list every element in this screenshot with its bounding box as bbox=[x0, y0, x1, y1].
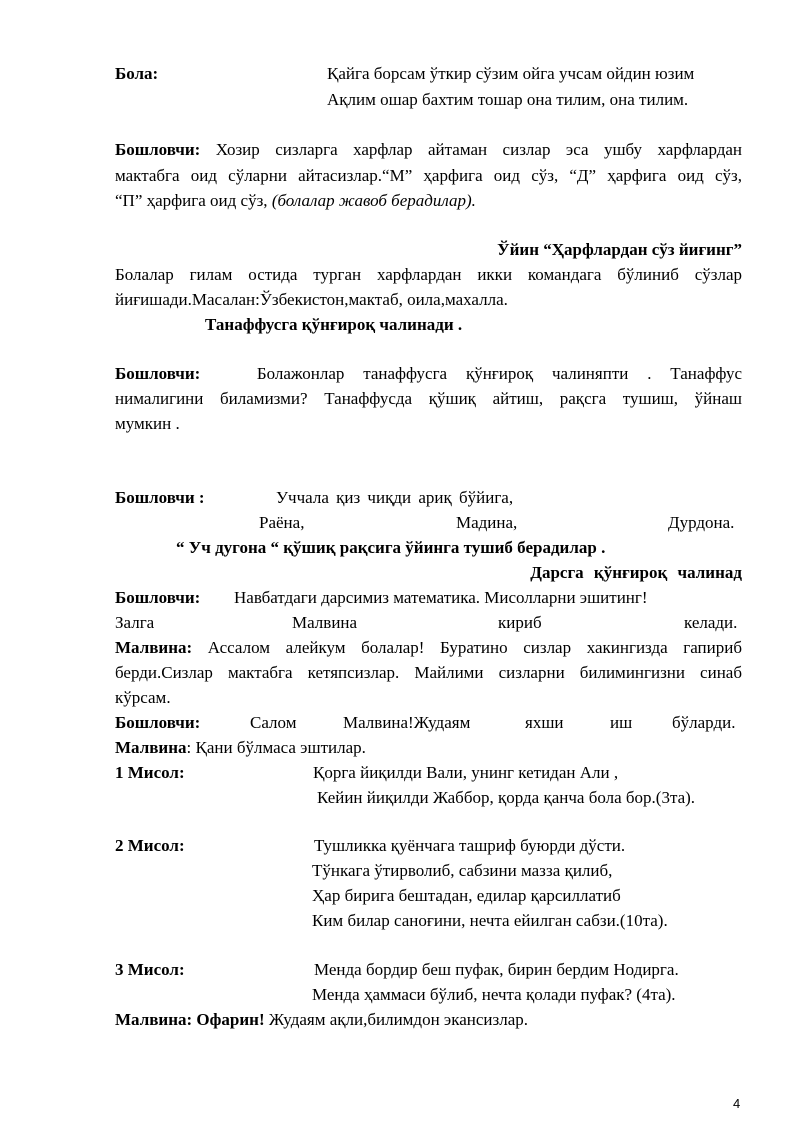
paragraph-word: яхши bbox=[525, 713, 564, 732]
paragraph-word: Малвина bbox=[292, 613, 358, 632]
example-label: 3 Мисол: bbox=[115, 960, 185, 979]
paragraph-line: йиғишади.Масалан:Ўзбекистон,мактаб, оила,махалла. bbox=[115, 290, 508, 309]
stage-direction: Танаффусга қўнғироқ чалинади . bbox=[205, 315, 463, 334]
example-line: Менда бордир беш пуфак, бирин бердим Нодирга. bbox=[314, 960, 679, 979]
paragraph-text: Хозир сизларга харфлар айтаман сизлар эса ушбу харфлардан bbox=[215, 140, 743, 159]
paragraph-line bbox=[115, 736, 742, 760]
paragraph-word: бўларди. bbox=[672, 713, 736, 732]
example-label: 1 Мисол: bbox=[115, 763, 185, 782]
speaker-label: Бола: bbox=[115, 64, 159, 83]
section-heading: Ўйин “Ҳарфлардан сўз йиғинг” bbox=[497, 240, 742, 259]
stage-direction: (болалар жавоб берадилар). bbox=[271, 191, 476, 210]
paragraph-word: келади. bbox=[684, 613, 738, 632]
paragraph-line bbox=[115, 189, 742, 213]
paragraph-word: Малвина!Жудаям bbox=[343, 713, 471, 732]
example-line: Кейин йиқилди Жаббор, қорда қанча бола бор.(3та). bbox=[317, 788, 696, 807]
example-label: 2 Мисол: bbox=[115, 836, 185, 855]
paragraph-text: Болажонлар танаффусга қўнғироқ чалиняпти . Танаффус bbox=[256, 364, 742, 383]
example-line: Ким билар саноғини, нечта ейилган сабзи.(10та). bbox=[312, 911, 668, 930]
stage-direction: Дарсга қўнғироқ чалинад bbox=[530, 563, 742, 582]
name-item: Раёна, bbox=[259, 513, 305, 532]
paragraph-text: : Қани бўлмаса эштилар. bbox=[186, 738, 366, 757]
name-item: Мадина, bbox=[456, 513, 518, 532]
paragraph-word: кириб bbox=[498, 613, 542, 632]
paragraph-text: “П” ҳарфига оид сўз, bbox=[115, 191, 268, 210]
example-line: Тўнкага ўтирволиб, сабзини мазза қилиб, bbox=[312, 861, 613, 880]
example-line: Тушликка қуёнчага ташриф буюрди дўсти. bbox=[314, 836, 626, 855]
paragraph-line: нималигини биламизми? Танаффусда қўшиқ айтиш, рақсга тушиш, ўйнаш bbox=[115, 389, 742, 408]
speaker-label: Малвина bbox=[115, 738, 187, 757]
paragraph-line bbox=[115, 1008, 742, 1032]
stage-direction: “ Уч дугона “ қўшиқ рақсига ўйинга тушиб берадилар . bbox=[176, 538, 606, 557]
speaker-label: Бошловчи : bbox=[115, 488, 205, 507]
verse-line: Қайга борсам ўткир сўзим ойга учсам ойдин юзим bbox=[327, 64, 695, 83]
example-line: Қорга йиқилди Вали, унинг кетидан Али , bbox=[313, 763, 619, 782]
speaker-label: Бошловчи: bbox=[115, 588, 201, 607]
paragraph-text: Навбатдаги дарсимиз математика. Мисолларни эшитинг! bbox=[234, 588, 648, 607]
speaker-label: Бошловчи: bbox=[115, 364, 201, 383]
speaker-label: Бошловчи: bbox=[115, 713, 201, 732]
speaker-label: Малвина: bbox=[115, 638, 193, 657]
verse-line: Ақлим ошар бахтим тошар она тилим, она тилим. bbox=[327, 90, 689, 109]
page-number: 4 bbox=[733, 1096, 741, 1111]
paragraph-word: иш bbox=[610, 713, 633, 732]
example-line: Менда ҳаммаси бўлиб, нечта қолади пуфак? (4та). bbox=[312, 985, 676, 1004]
speaker-label: Бошловчи: bbox=[115, 140, 201, 159]
verse-line: Уччала қиз чиқди ариқ бўйига, bbox=[276, 488, 514, 507]
paragraph-text: Жудаям ақли,билимдон экансизлар. bbox=[264, 1010, 529, 1029]
paragraph-line bbox=[115, 636, 742, 660]
paragraph-line bbox=[115, 138, 742, 162]
speaker-label: Малвина: Офарин! bbox=[115, 1010, 265, 1029]
paragraph-word: Залга bbox=[115, 613, 155, 632]
paragraph-line bbox=[115, 362, 742, 386]
paragraph-text: Ассалом алейкум болалар! Буратино сизлар хакингизда гапириб bbox=[207, 638, 742, 657]
example-line: Ҳар бирига бештадан, едилар қарсиллатиб bbox=[312, 886, 621, 905]
paragraph-line: Болалар гилам остида турган харфлардан икки командага бўлиниб сўзлар bbox=[115, 265, 742, 284]
paragraph-word: Салом bbox=[250, 713, 297, 732]
paragraph-line: берди.Сизлар мактабга кетяпсизлар. Майлими сизларни билимингизни синаб bbox=[115, 663, 742, 682]
paragraph-line: кўрсам. bbox=[115, 688, 171, 707]
name-item: Дурдона. bbox=[668, 513, 735, 532]
paragraph-line: мумкин . bbox=[115, 414, 180, 433]
paragraph-line: мактабга оид сўларни айтасизлар.“М” ҳарфига оид сўз, “Д” ҳарфига оид сўз, bbox=[115, 166, 742, 185]
